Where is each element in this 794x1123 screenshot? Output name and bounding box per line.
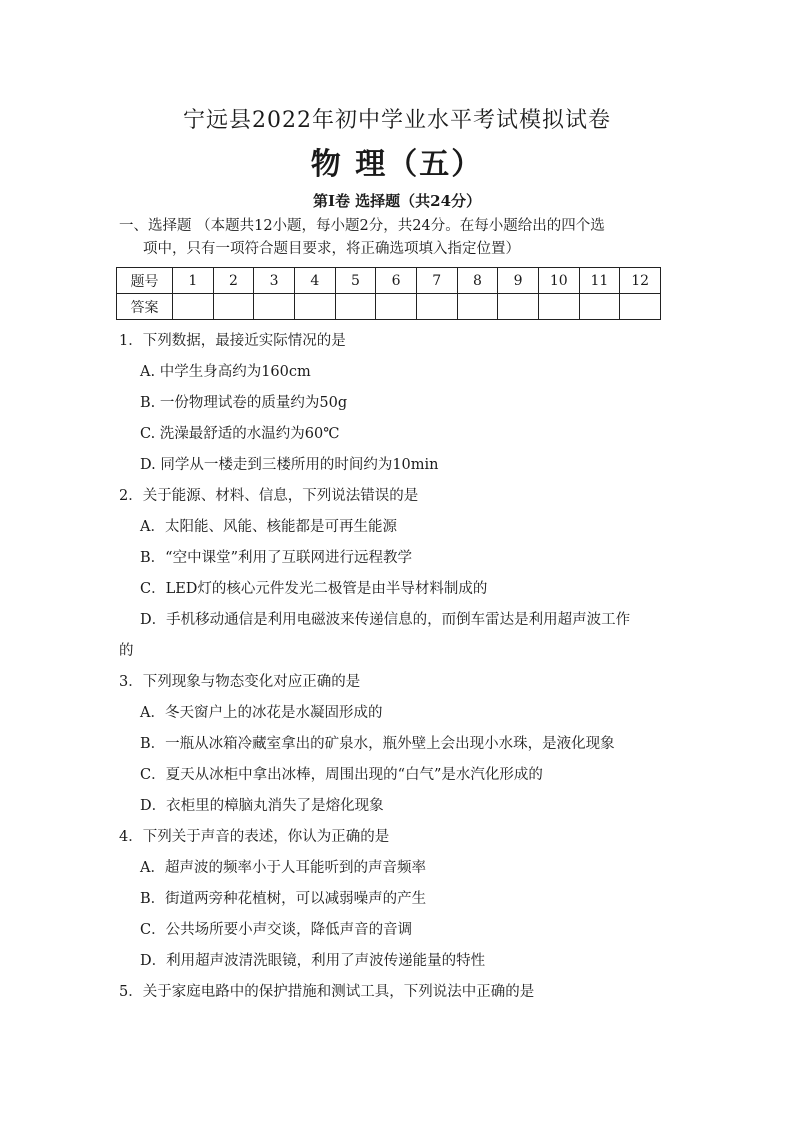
question-5 <box>119 977 684 1008</box>
answer-cell[interactable] <box>579 294 620 320</box>
option-c: C. 洗澡最舒适的水温约为60℃ <box>140 426 340 442</box>
question-stem: 2．关于能源、材料、信息，下列说法错误的是 <box>119 488 419 504</box>
question-stem: 5．关于家庭电路中的保护措施和测试工具，下列说法中正确的是 <box>119 984 535 1000</box>
instructions-line-2: 项中，只有一项符合题目要求，将正确选项填入指定位置） <box>143 241 520 257</box>
answer-cell[interactable] <box>376 294 417 320</box>
question-number-cell: 1 <box>173 268 214 294</box>
option-b: B. 一份物理试卷的质量约为50g <box>140 395 348 411</box>
answer-cell[interactable] <box>620 294 661 320</box>
answer-cell[interactable] <box>416 294 457 320</box>
question-number-cell: 9 <box>498 268 539 294</box>
exam-title: 宁远县2022年初中学业水平考试模拟试卷 <box>183 108 611 133</box>
question-number-cell: 12 <box>620 268 661 294</box>
option-d: D．衣柜里的樟脑丸消失了是熔化现象 <box>140 798 384 814</box>
answer-cell[interactable] <box>498 294 539 320</box>
option-a: A. 中学生身高约为160cm <box>140 364 311 380</box>
question-1 <box>119 326 684 481</box>
question-number-cell: 6 <box>376 268 417 294</box>
question-3 <box>119 667 684 822</box>
question-list <box>119 326 684 1008</box>
answer-table-answer-row <box>117 294 661 320</box>
option-d: D. 同学从一楼走到三楼所用的时间约为10min <box>140 457 439 473</box>
section-heading: 第Ⅰ卷 选择题（共24分） <box>312 192 482 210</box>
question-number-cell: 2 <box>213 268 254 294</box>
question-number-cell: 4 <box>294 268 335 294</box>
question-number-cell: 8 <box>457 268 498 294</box>
question-number-cell: 7 <box>416 268 457 294</box>
option-d: D．手机移动通信是利用电磁波来传递信息的，而倒车雷达是利用超声波工作 <box>140 612 631 628</box>
option-a: A．冬天窗户上的冰花是水凝固形成的 <box>140 705 383 721</box>
answer-cell[interactable] <box>213 294 254 320</box>
instructions <box>119 215 679 261</box>
question-stem: 1．下列数据，最接近实际情况的是 <box>119 333 346 349</box>
subject-title: 物 理（五） <box>310 147 484 182</box>
option-b: B．一瓶从冰箱冷藏室拿出的矿泉水，瓶外壁上会出现小水珠，是液化现象 <box>140 736 615 752</box>
option-c: C．LED灯的核心元件发光二极管是由半导材料制成的 <box>140 581 488 597</box>
answer-cell[interactable] <box>294 294 335 320</box>
option-c: C．公共场所要小声交谈，降低声音的音调 <box>140 922 413 938</box>
question-2 <box>119 481 684 667</box>
answer-table <box>116 267 661 320</box>
option-a: A．超声波的频率小于人耳能听到的声音频率 <box>140 860 426 876</box>
option-c: C．夏天从冰柜中拿出冰棒，周围出现的“白气”是水汽化形成的 <box>140 767 543 783</box>
answer-cell[interactable] <box>254 294 295 320</box>
option-b: B．街道两旁种花植树，可以减弱噪声的产生 <box>140 891 427 907</box>
option-d: D．利用超声波清洗眼镜，利用了声波传递能量的特性 <box>140 953 486 969</box>
question-stem: 3．下列现象与物态变化对应正确的是 <box>119 674 361 690</box>
instructions-line-1: 一、选择题 （本题共12小题，每小题2分，共24分。在每小题给出的四个选 <box>119 218 605 234</box>
answer-cell[interactable] <box>335 294 376 320</box>
option-d-continuation: 的 <box>119 643 134 659</box>
answer-cell[interactable] <box>457 294 498 320</box>
question-number-cell: 10 <box>538 268 579 294</box>
question-number-cell: 5 <box>335 268 376 294</box>
question-stem: 4．下列关于声音的表述，你认为正确的是 <box>119 829 390 845</box>
row-label-number: 题号 <box>117 268 173 294</box>
answer-table-number-row <box>117 268 661 294</box>
question-4 <box>119 822 684 977</box>
answer-cell[interactable] <box>173 294 214 320</box>
option-a: A．太阳能、风能、核能都是可再生能源 <box>140 519 397 535</box>
question-number-cell: 11 <box>579 268 620 294</box>
option-b: B．“空中课堂”利用了互联网进行远程教学 <box>140 550 412 566</box>
question-number-cell: 3 <box>254 268 295 294</box>
row-label-answer: 答案 <box>117 294 173 320</box>
answer-cell[interactable] <box>538 294 579 320</box>
